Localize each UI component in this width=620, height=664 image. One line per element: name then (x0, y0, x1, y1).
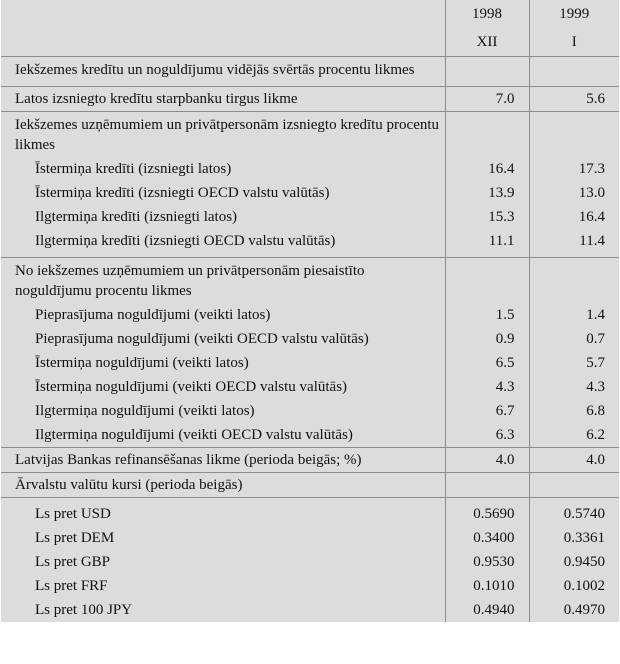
fx-1999: 0.5740 (529, 498, 619, 527)
deposit-label: Īstermiņa noguldījumi (veikti OECD valstu valūtās) (1, 375, 445, 399)
deposit-1999: 6.2 (529, 423, 619, 448)
fx-1998: 0.3400 (445, 526, 529, 550)
refinancing-1998: 4.0 (445, 448, 529, 473)
fx-1999: 0.3361 (529, 526, 619, 550)
loan-label: Ilgtermiņa kredīti (izsniegti OECD valstu valūtās) (1, 229, 445, 258)
deposits-title: No iekšzemes uzņēmumiem un privātpersonām piesaistīto noguldījumu procentu likmes (1, 258, 445, 304)
table-row (1, 303, 619, 327)
fx-label: Ls pret USD (1, 498, 445, 527)
table-row (1, 229, 619, 258)
table-row (1, 205, 619, 229)
loans-title: Iekšzemes uzņēmumiem un privātpersonām izsniegto kredītu procentu likmes (1, 112, 445, 158)
deposits-title-row (1, 258, 619, 304)
fx-1998: 0.9530 (445, 550, 529, 574)
deposit-1998: 4.3 (445, 375, 529, 399)
header-year-1999: 1999 (529, 0, 619, 28)
deposit-label: Ilgtermiņa noguldījumi (veikti OECD valstu valūtās) (1, 423, 445, 448)
fx-label: Ls pret 100 JPY (1, 598, 445, 622)
weighted-title-row (1, 57, 619, 87)
table-row (1, 399, 619, 423)
header-corner-2 (1, 28, 445, 57)
interest-rates-table (1, 0, 619, 622)
table-row (1, 157, 619, 181)
header-month-row (1, 28, 619, 57)
table-row (1, 574, 619, 598)
fx-1998: 0.4940 (445, 598, 529, 622)
fx-label: Ls pret DEM (1, 526, 445, 550)
header-corner (1, 0, 445, 28)
fx-1999: 0.1002 (529, 574, 619, 598)
table-row (1, 375, 619, 399)
deposit-1999: 6.8 (529, 399, 619, 423)
loan-1998: 15.3 (445, 205, 529, 229)
deposit-1999: 0.7 (529, 327, 619, 351)
table-row (1, 181, 619, 205)
deposit-label: Pieprasījuma noguldījumi (veikti latos) (1, 303, 445, 327)
loan-1998: 11.1 (445, 229, 529, 258)
table-row (1, 598, 619, 622)
fx-1998: 0.1010 (445, 574, 529, 598)
fx-1999: 0.4970 (529, 598, 619, 622)
fx-1998: 0.5690 (445, 498, 529, 527)
loan-1998: 13.9 (445, 181, 529, 205)
deposit-1998: 6.5 (445, 351, 529, 375)
header-month-1998: XII (445, 28, 529, 57)
weighted-rates-title: Iekšzemes kredītu un noguldījumu vidējās svērtās procentu likmes (1, 57, 445, 87)
refinancing-1999: 4.0 (529, 448, 619, 473)
loan-1999: 16.4 (529, 205, 619, 229)
refinancing-row (1, 448, 619, 473)
header-year-1998: 1998 (445, 0, 529, 28)
deposit-label: Pieprasījuma noguldījumi (veikti OECD valstu valūtās) (1, 327, 445, 351)
loan-1999: 17.3 (529, 157, 619, 181)
table-row (1, 327, 619, 351)
deposit-1998: 0.9 (445, 327, 529, 351)
deposit-1999: 5.7 (529, 351, 619, 375)
loan-1999: 13.0 (529, 181, 619, 205)
loan-label: Ilgtermiņa kredīti (izsniegti latos) (1, 205, 445, 229)
table-row (1, 550, 619, 574)
interbank-1999: 5.6 (529, 87, 619, 112)
header-month-1999: I (529, 28, 619, 57)
fx-label: Ls pret FRF (1, 574, 445, 598)
fx-title-row (1, 473, 619, 498)
interbank-row (1, 87, 619, 112)
table-row (1, 423, 619, 448)
deposit-1998: 6.3 (445, 423, 529, 448)
fx-label: Ls pret GBP (1, 550, 445, 574)
deposit-1998: 1.5 (445, 303, 529, 327)
table-row (1, 351, 619, 375)
refinancing-label: Latvijas Bankas refinansēšanas likme (perioda beigās; %) (1, 448, 445, 473)
deposit-label: Ilgtermiņa noguldījumi (veikti latos) (1, 399, 445, 423)
deposit-1998: 6.7 (445, 399, 529, 423)
interbank-1998: 7.0 (445, 87, 529, 112)
loan-label: Īstermiņa kredīti (izsniegti latos) (1, 157, 445, 181)
loans-title-row (1, 112, 619, 158)
deposit-1999: 4.3 (529, 375, 619, 399)
deposit-1999: 1.4 (529, 303, 619, 327)
table-row (1, 526, 619, 550)
deposit-label: Īstermiņa noguldījumi (veikti latos) (1, 351, 445, 375)
table-row (1, 498, 619, 527)
interbank-label: Latos izsniegto kredītu starpbanku tirgus likme (1, 87, 445, 112)
header-year-row (1, 0, 619, 28)
fx-1999: 0.9450 (529, 550, 619, 574)
loan-label: Īstermiņa kredīti (izsniegti OECD valstu valūtās) (1, 181, 445, 205)
fx-title: Ārvalstu valūtu kursi (perioda beigās) (1, 473, 445, 498)
loan-1999: 11.4 (529, 229, 619, 258)
loan-1998: 16.4 (445, 157, 529, 181)
